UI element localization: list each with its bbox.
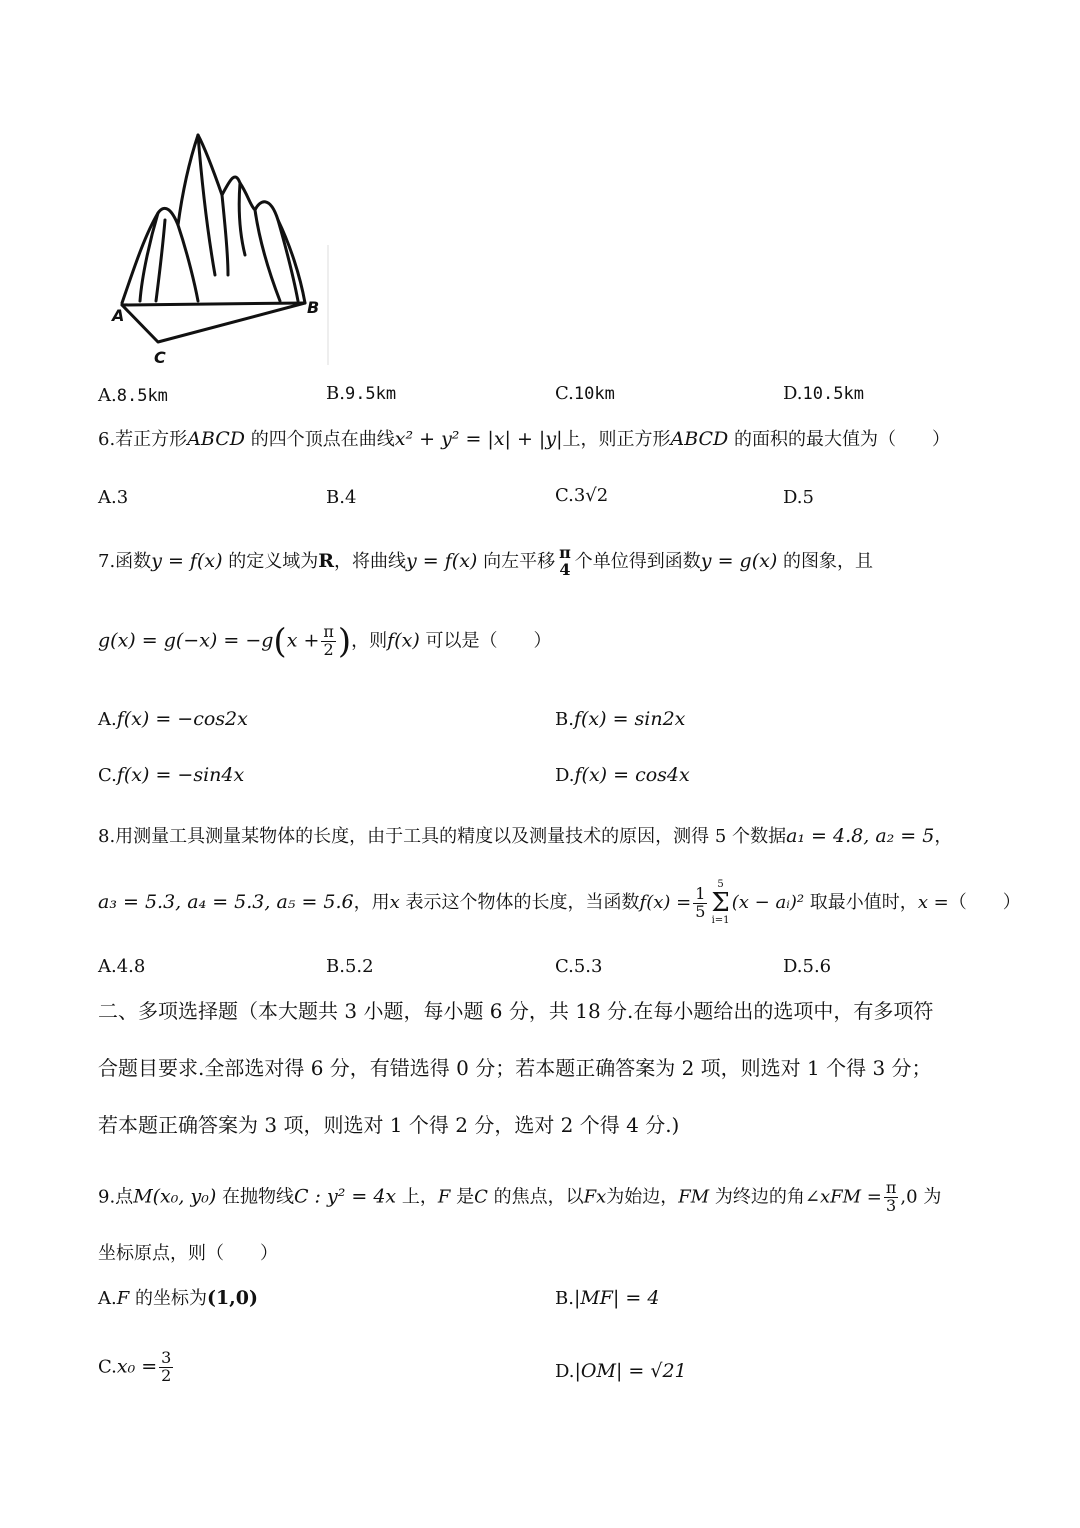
q5-option-c: C.10km — [555, 383, 615, 404]
q5-option-a: A.8.5km — [98, 385, 168, 406]
q8-option-d: D.5.6 — [783, 956, 832, 977]
q9-option-c: C.x₀ = $\frac{3}{2}$ — [98, 1348, 172, 1385]
q9-option-b: B.|MF| = 4 — [555, 1287, 660, 1309]
q8-option-b: B.5.2 — [326, 956, 374, 977]
q7-option-a: A.f(x) = −cos2x — [98, 708, 248, 730]
q5-option-d: D.10.5km — [783, 383, 864, 404]
question-9-line-2: 坐标原点，则（ ） — [98, 1243, 278, 1264]
q6-option-b: B.4 — [326, 487, 357, 508]
q9-option-a: A.F 的坐标为(1,0) — [98, 1287, 259, 1309]
section-2-line-3: 若本题正确答案为 3 项，则选对 1 个得 2 分，选对 2 个得 4 分.) — [98, 1113, 680, 1137]
q7-option-c: C.f(x) = −sin4x — [98, 764, 245, 786]
section-2-line-2: 合题目要求.全部选对得 6 分，有错选得 0 分；若本题正确答案为 2 项，则选对 1 个得 3 分； — [98, 1056, 932, 1080]
q5-option-b: B.9.5km — [326, 383, 397, 404]
q8-option-a: A.4.8 — [98, 956, 146, 977]
q7-option-d: D.f(x) = cos4x — [555, 764, 690, 786]
q6-option-d: D.5 — [783, 487, 814, 508]
question-6: 6.若正方形ABCD 的四个顶点在曲线x² + y² = |x| + |y|上，则正方形ABCD 的面积的最大值为（ ） — [98, 428, 951, 450]
section-2-line-1: 二、多项选择题（本大题共 3 小题，每小题 6 分，共 18 分.在每小题给出的选项中，有多项符 — [98, 999, 934, 1023]
q6-option-a: A.3 — [98, 487, 129, 508]
q6-option-c: C.3√2 — [555, 485, 609, 506]
label-b: B — [307, 298, 320, 317]
question-7-line-1: 7.函数y = f(x) 的定义域为R，将曲线y = f(x) 向左平移 π 4 个单位得到函数y = g(x) 的图象，且 — [98, 543, 873, 579]
label-a: A — [112, 306, 125, 325]
question-8-line-1: 8.用测量工具测量某物体的长度，由于工具的精度以及测量技术的原因，测得 5 个数据a₁ = 4.8, a₂ = 5， — [98, 825, 953, 847]
mountain-figure — [110, 125, 335, 375]
q7-option-b: B.f(x) = sin2x — [555, 708, 686, 730]
question-7-line-2: g(x) = g(−x) = −g(x + $\frac{\pi}{2}$ )，则f(x) 可以是（ ） — [98, 621, 552, 662]
question-8-line-2: a₃ = 5.3, a₄ = 5.3, a₅ = 5.6，用x 表示这个物体的长度，当函数f(x) = $\frac{1}{5}$ 5 Σ i=1(x − aᵢ)² 取最小值时，x =（ ） — [98, 879, 1021, 926]
label-c: C — [154, 348, 166, 367]
question-9-line-1: 9.点M(x₀, y₀) 在抛物线C : y² = 4x 上，F 是C 的焦点，以Fx为始边，FM 为终边的角∠xFM = $\frac{\pi}{3}$ ,0 为 — [98, 1178, 942, 1215]
q9-option-d: D.|OM| = √21 — [555, 1360, 687, 1382]
q8-option-c: C.5.3 — [555, 956, 603, 977]
